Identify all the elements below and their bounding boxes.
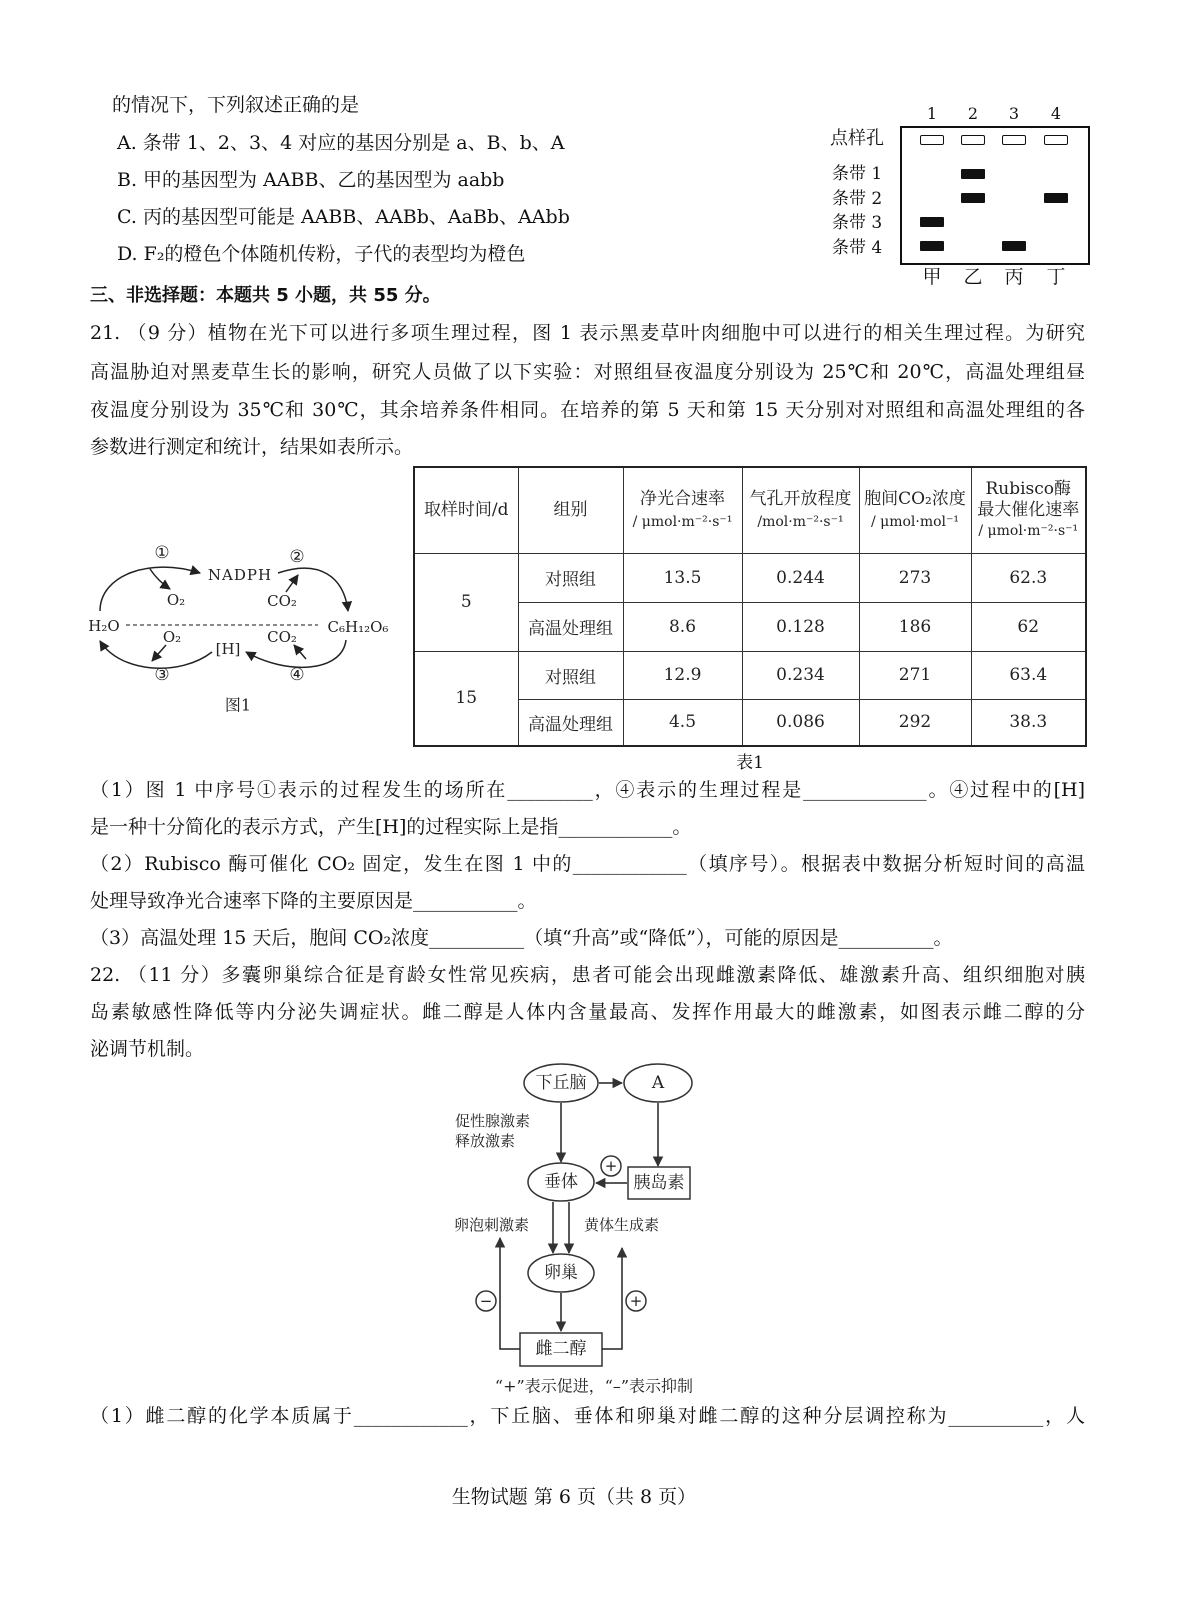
- cell-group: 高温处理组: [518, 699, 623, 746]
- lane-number: 3: [1008, 104, 1020, 123]
- lane-name: 甲: [922, 266, 942, 288]
- h2o-label: H₂O: [88, 617, 120, 635]
- lane-name: 丁: [1046, 266, 1066, 288]
- q21-intro-line: 高温胁迫对黑麦草生长的影响，研究人员做了以下实验：对照组昼夜温度分别设为 25℃和 20℃，高温处理组昼: [90, 361, 1085, 383]
- estradiol-regulation-diagram: [440, 1060, 740, 1400]
- grh-label: 促性腺激素: [455, 1112, 531, 1130]
- arrow-to-o2: [150, 569, 170, 589]
- arrow-negative-feedback: [500, 1238, 520, 1349]
- band-label: 条带 1: [832, 164, 883, 184]
- step-1-label: ①: [154, 543, 170, 563]
- gel-band: [1044, 193, 1068, 203]
- grh-label: 释放激素: [455, 1132, 516, 1150]
- cell-value: 273: [859, 553, 971, 602]
- cell-day: 5: [414, 553, 518, 651]
- pituitary-label: 垂体: [544, 1172, 578, 1192]
- band-label: 条带 2: [832, 189, 883, 209]
- nadph-label: NADPH: [207, 566, 273, 584]
- fsh-label: 卵泡刺激素: [454, 1216, 530, 1234]
- table-header-row: [414, 467, 1086, 553]
- header-unit: / μmol·m⁻²·s⁻¹: [632, 514, 733, 531]
- cell-group: 对照组: [518, 651, 623, 699]
- col-header-stomatal-opening: [742, 467, 859, 553]
- col-header-intercellular-co2: [859, 467, 971, 553]
- q22-subquestion-line: （1）雌二醇的化学本质属于____________，下丘脑、垂体和卵巢对雌二醇的这种分层调控称为__________，人: [90, 1405, 1085, 1427]
- cell-value: 292: [859, 699, 971, 746]
- gel-band: [961, 169, 985, 179]
- cell-value: 8.6: [623, 602, 742, 651]
- table-1: [413, 466, 1087, 747]
- q22-intro-line: 岛素敏感性降低等内分泌失调症状。雌二醇是人体内含量最高、发挥作用最大的雌激素，如图表示雌二醇的分: [90, 1001, 1085, 1023]
- option-b: B. 甲的基因型为 AABB、乙的基因型为 aabb: [117, 169, 505, 191]
- diagram-legend: “+”表示促进，“–”表示抑制: [494, 1376, 694, 1396]
- well-label: 点样孔: [830, 128, 884, 149]
- cell-value: 4.5: [623, 699, 742, 746]
- lane-number: 2: [967, 104, 979, 123]
- cell-value: 0.244: [742, 553, 859, 602]
- cell-value: 0.234: [742, 651, 859, 699]
- q21-subquestion-line: （1）图 1 中序号①表示的过程发生的场所在_________，④表示的生理过程是_____________。④过程中的[H]: [90, 779, 1085, 801]
- option-d: D. F₂的橙色个体随机传粉，子代的表型均为橙色: [117, 243, 526, 265]
- col-header-sampling-time: [414, 467, 518, 553]
- sample-well: [1002, 135, 1026, 145]
- band-label: 条带 4: [832, 238, 883, 258]
- cell-value: 0.086: [742, 699, 859, 746]
- header-unit: /mol·m⁻²·s⁻¹: [757, 514, 844, 531]
- gel-band: [961, 193, 985, 203]
- header-text: 组别: [553, 500, 588, 521]
- header-text: 气孔开放程度: [749, 489, 852, 510]
- hypothalamus-label: 下丘脑: [535, 1073, 587, 1093]
- header-text: 胞间CO₂浓度: [864, 489, 966, 510]
- sample-well: [920, 135, 944, 145]
- figure-1-caption: 图1: [224, 695, 252, 715]
- sample-well: [1044, 135, 1068, 145]
- promote-sign: +: [629, 1292, 643, 1310]
- header-text: 取样时间/d: [423, 500, 509, 521]
- band-label: 条带 3: [832, 213, 883, 233]
- section-heading: 三、非选择题：本题共 5 小题，共 55 分。: [90, 285, 441, 306]
- arrow-co2-out: [294, 645, 306, 659]
- step-3-label: ③: [154, 665, 170, 685]
- q21-intro-line: 参数进行测定和统计，结果如表所示。: [90, 436, 414, 458]
- lane-number: 4: [1050, 104, 1062, 123]
- o2-label: O₂: [162, 628, 182, 646]
- header-text: 最大催化速率: [977, 500, 1080, 521]
- o2-label: O₂: [166, 591, 186, 609]
- q21-subquestion-line: （3）高温处理 15 天后，胞间 CO₂浓度__________（填“升高”或“降低”），可能的原因是__________。: [90, 927, 953, 949]
- q21-intro-line: 夜温度分别设为 35℃和 30℃，其余培养条件相同。在培养的第 5 天和第 15 天分别对对照组和高温处理组的各: [90, 399, 1085, 421]
- col-header-net-photosynthesis: [623, 467, 742, 553]
- step-4-label: ④: [289, 665, 305, 685]
- cell-value: 186: [859, 602, 971, 651]
- lh-label: 黄体生成素: [584, 1216, 660, 1234]
- q21-intro-line: 21. （9 分）植物在光下可以进行多项生理过程，图 1 表示黑麦草叶肉细胞中可以进行的相关生理过程。为研究: [90, 322, 1085, 344]
- header-unit: / μmol·mol⁻¹: [870, 514, 960, 531]
- page-footer: 生物试题 第 6 页（共 8 页）: [451, 1486, 697, 1508]
- header-text: Rubisco酶: [985, 479, 1072, 500]
- option-a: A. 条带 1、2、3、4 对应的基因分别是 a、B、b、A: [117, 132, 565, 154]
- arrow-co2-in: [286, 575, 298, 592]
- q22-intro-line: 泌调节机制。: [90, 1038, 205, 1060]
- header-unit: / μmol·m⁻²·s⁻¹: [978, 523, 1079, 540]
- ovary-label: 卵巢: [544, 1263, 578, 1283]
- table-row: [414, 553, 1086, 602]
- gel-band: [920, 241, 944, 251]
- cell-value: 12.9: [623, 651, 742, 699]
- h-label: [H]: [215, 640, 241, 658]
- lane-number: 1: [926, 104, 938, 123]
- table-1-caption: 表1: [736, 753, 764, 773]
- sample-well: [961, 135, 985, 145]
- cell-value: 38.3: [971, 699, 1086, 746]
- cell-value: 271: [859, 651, 971, 699]
- col-header-group: [518, 467, 623, 553]
- cell-value: 13.5: [623, 553, 742, 602]
- insulin-label: 胰岛素: [633, 1173, 685, 1193]
- col-header-rubisco-rate: [971, 467, 1086, 553]
- cell-value: 0.128: [742, 602, 859, 651]
- arrow-o2-in: [152, 645, 166, 661]
- gel-band: [920, 217, 944, 227]
- promote-sign: +: [604, 1157, 618, 1175]
- cell-value: 63.4: [971, 651, 1086, 699]
- figure-1-diagram: [80, 535, 400, 725]
- node-a-label: A: [651, 1073, 665, 1093]
- cell-value: 62: [971, 602, 1086, 651]
- co2-label: CO₂: [267, 628, 297, 646]
- option-c: C. 丙的基因型可能是 AABB、AABb、AaBb、AAbb: [117, 206, 570, 228]
- gel-band: [1002, 241, 1026, 251]
- step-2-label: ②: [289, 547, 305, 567]
- q21-subquestion-line: 处理导致净光合速率下降的主要原因是___________。: [90, 890, 537, 912]
- q21-subquestion-line: （2）Rubisco 酶可催化 CO₂ 固定，发生在图 1 中的____________（填序号）。根据表中数据分析短时间的高温: [90, 853, 1085, 875]
- glucose-label: C₆H₁₂O₆: [327, 618, 389, 636]
- q22-intro-line: 22. （11 分）多囊卵巢综合征是育龄女性常见疾病，患者可能会出现雌激素降低、雄激素升高、组织细胞对胰: [90, 964, 1085, 986]
- table-row: [414, 651, 1086, 699]
- cell-group: 高温处理组: [518, 602, 623, 651]
- estradiol-label: 雌二醇: [535, 1339, 587, 1359]
- lane-name: 丙: [1004, 266, 1024, 288]
- cell-group: 对照组: [518, 553, 623, 602]
- cell-day: 15: [414, 651, 518, 746]
- inhibit-sign: −: [479, 1292, 493, 1310]
- arrow-positive-feedback: [602, 1248, 622, 1349]
- question-stem-tail: 的情况下，下列叙述正确的是: [112, 94, 360, 116]
- co2-label: CO₂: [267, 592, 297, 610]
- q21-subquestion-line: 是一种十分简化的表示方式，产生[H]的过程实际上是指____________。: [90, 816, 692, 838]
- header-text: 净光合速率: [640, 489, 725, 510]
- cell-value: 62.3: [971, 553, 1086, 602]
- lane-name: 乙: [963, 266, 983, 288]
